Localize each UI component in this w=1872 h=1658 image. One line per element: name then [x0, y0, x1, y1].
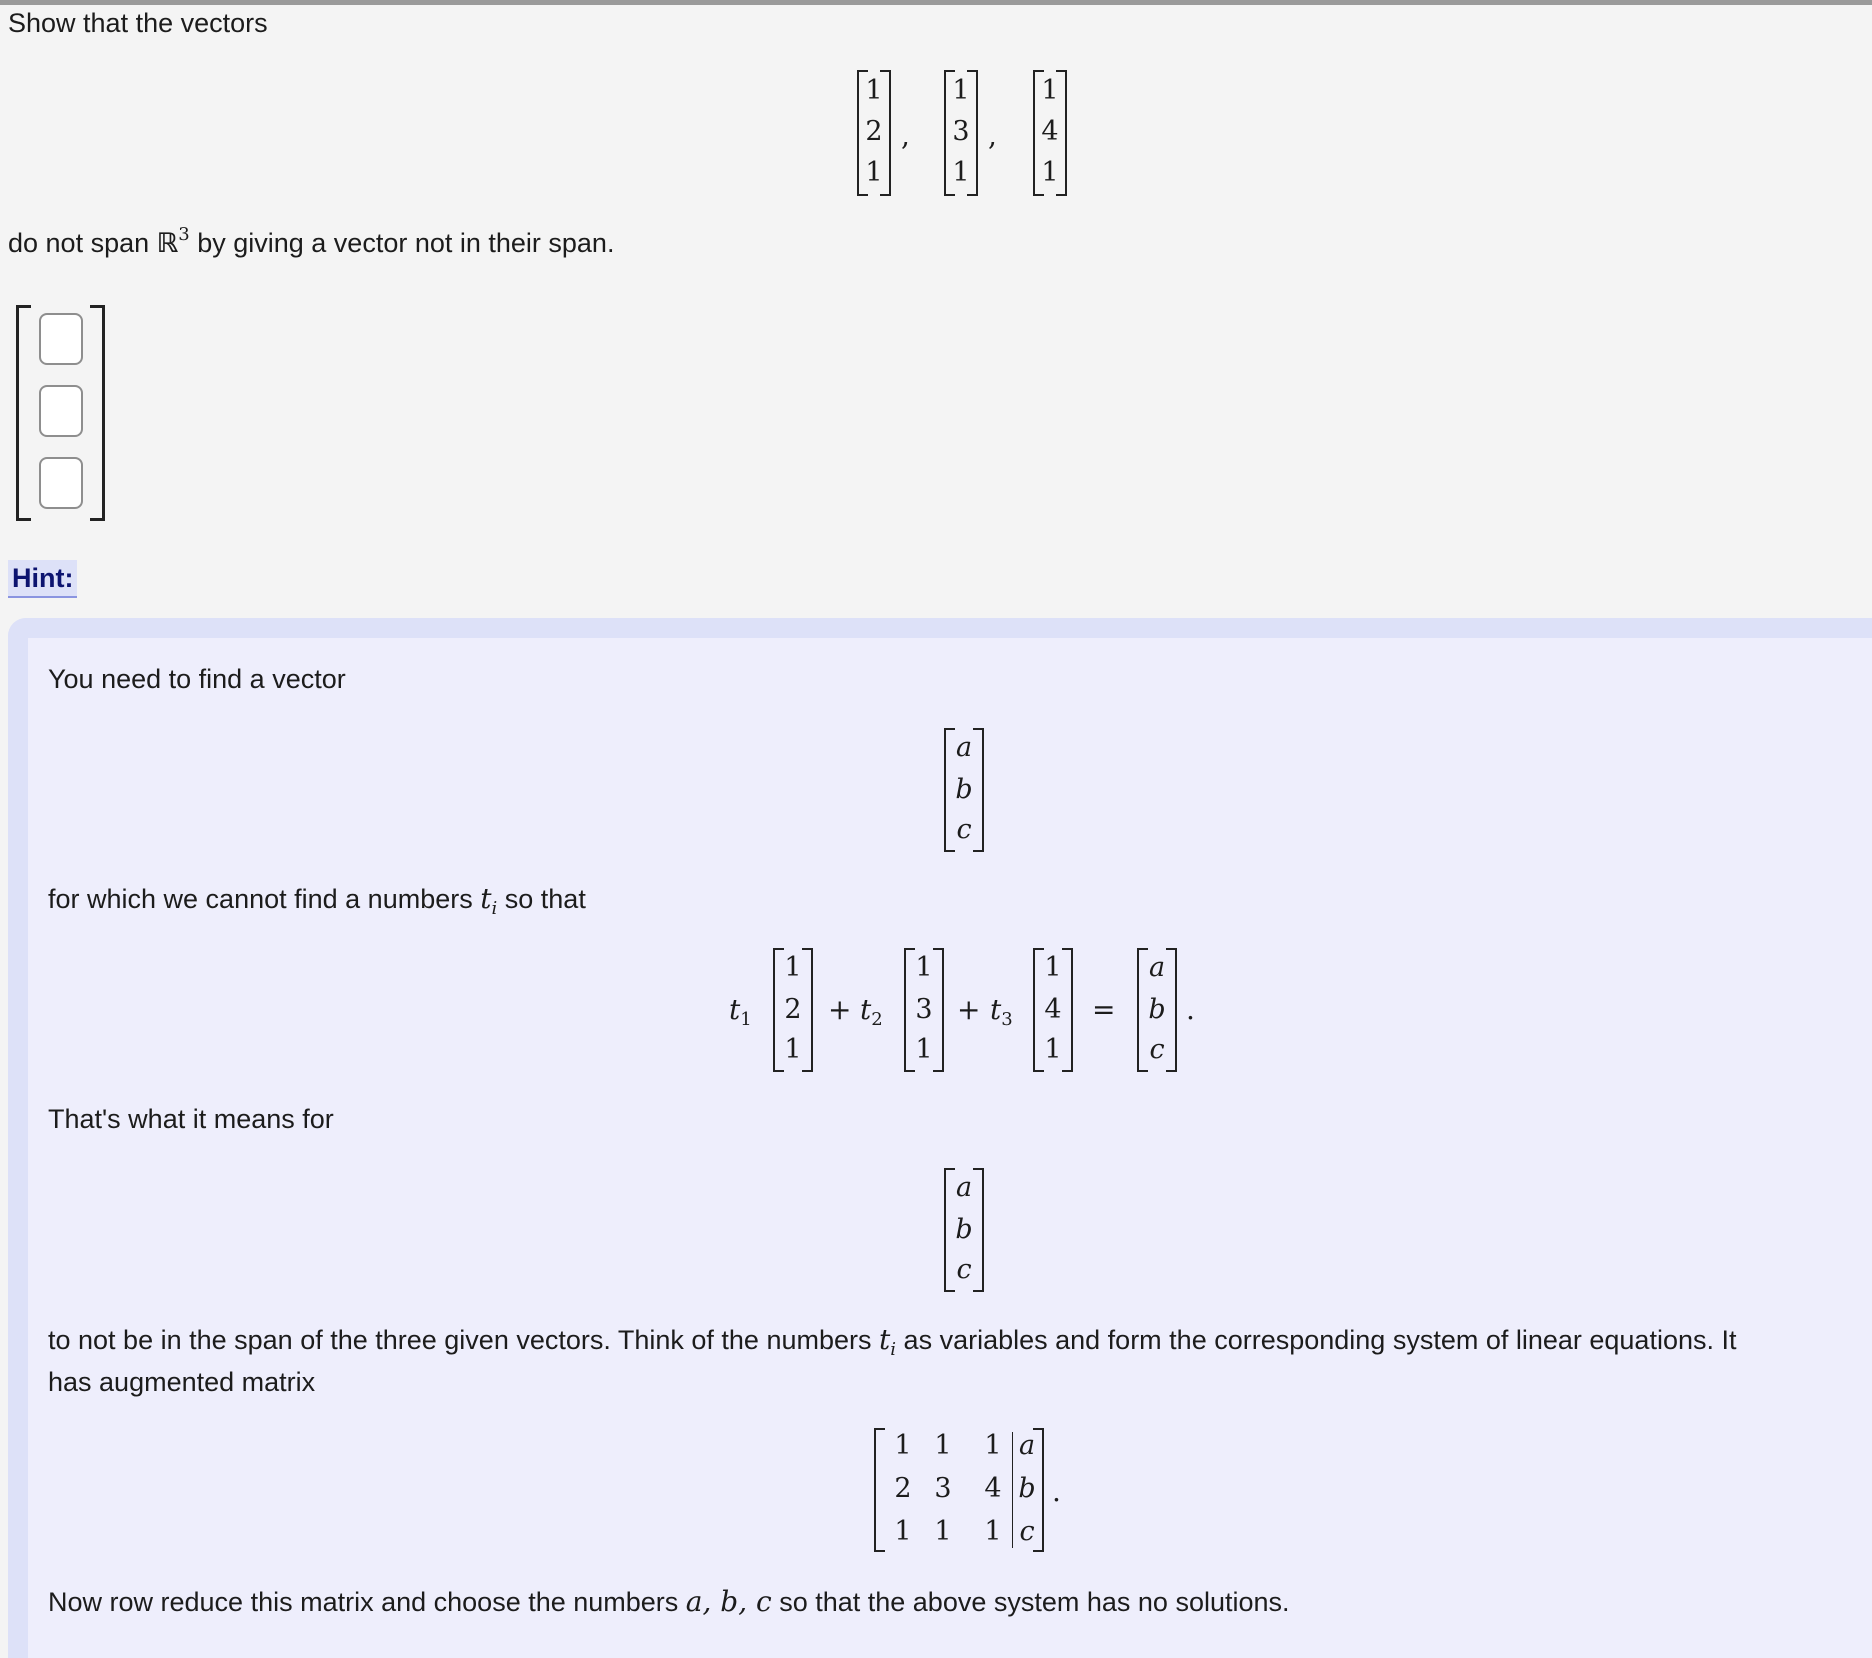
vector-entry: a	[1148, 952, 1166, 983]
vector-entry: 4	[1044, 994, 1062, 1025]
coef-t3: $t_3$	[990, 993, 1013, 1030]
answer-entry-3[interactable]	[39, 457, 83, 509]
vector-entry: 1	[1044, 952, 1062, 983]
vector-entry: 1	[1041, 157, 1059, 188]
hint-paragraph-5	[48, 1583, 1290, 1621]
p2-pre: for which we cannot find a numbers	[48, 884, 481, 914]
vector-entry: 1	[1041, 75, 1059, 106]
statement-pre: do not span	[8, 228, 157, 258]
vector-entry: 1	[915, 952, 933, 983]
matrix-period: .	[1052, 1475, 1061, 1508]
vector-entry: b	[955, 1214, 973, 1245]
vector-entry: 1	[784, 952, 802, 983]
top-divider	[0, 0, 1872, 5]
matrix-entry: 1	[934, 1430, 952, 1461]
vector-entry: c	[956, 814, 972, 845]
eq-vector-3	[1033, 948, 1073, 1072]
p4-sub: i	[890, 1339, 897, 1360]
eq-vector-2	[904, 948, 944, 1072]
vector-entry: c	[1149, 1034, 1165, 1065]
matrix-entry: a	[1018, 1430, 1036, 1461]
answer-entry-1[interactable]	[39, 313, 83, 365]
matrix-entry: 4	[984, 1473, 1002, 1504]
vector-entry: 2	[784, 994, 802, 1025]
vector-entry: 1	[952, 75, 970, 106]
hint-paragraph-4	[48, 1321, 1737, 1359]
problem-intro: Show that the vectors	[8, 8, 268, 38]
p5-pre: Now row reduce this matrix and choose the numbers	[48, 1587, 686, 1617]
matrix-entry: 3	[934, 1473, 952, 1504]
vector-entry: a	[955, 732, 973, 763]
eq-abc-vector	[1137, 948, 1177, 1072]
given-vector-1	[857, 70, 891, 196]
answer-entry-2[interactable]	[39, 385, 83, 437]
hint-paragraph-2	[48, 880, 586, 918]
p4-pre: to not be in the span of the three given vectors. Think of the numbers	[48, 1325, 880, 1355]
hint-paragraph-4-line-2: has augmented matrix	[48, 1367, 316, 1397]
matrix-entry: 1	[894, 1430, 912, 1461]
eq-vector-1	[773, 948, 813, 1072]
vector-separator: ,	[901, 119, 910, 152]
augment-divider	[1012, 1432, 1013, 1548]
given-vector-3	[1033, 70, 1067, 196]
vector-entry: 4	[1041, 116, 1059, 147]
matrix-entry: 2	[894, 1473, 912, 1504]
p2-var: t	[480, 882, 492, 915]
hint-toggle[interactable]: Hint:	[8, 560, 77, 598]
vector-entry: b	[1148, 994, 1166, 1025]
vector-entry: 1	[1044, 1034, 1062, 1065]
vector-entry: 1	[952, 157, 970, 188]
vector-entry: 1	[865, 157, 883, 188]
vector-separator: ,	[988, 119, 997, 152]
vector-entry: b	[955, 774, 973, 805]
coef-t2: $t_2$	[860, 993, 883, 1030]
equation-period: .	[1186, 993, 1195, 1026]
vector-entry: 1	[784, 1034, 802, 1065]
coef-t1: $t_1$	[729, 993, 752, 1030]
p2-post: so that	[497, 884, 586, 914]
vector-entry: a	[955, 1172, 973, 1203]
hint-paragraph-1: You need to find a vector	[48, 664, 346, 694]
abc-vector	[944, 1168, 984, 1292]
given-vector-2	[944, 70, 978, 196]
matrix-entry: c	[1019, 1516, 1035, 1547]
p4-post: as variables and form the corresponding system of linear equations. It	[896, 1325, 1737, 1355]
plus-sign: +	[828, 993, 852, 1026]
matrix-entry: 1	[894, 1516, 912, 1547]
p5-post: so that the above system has no solutions.	[771, 1587, 1290, 1617]
statement-post: by giving a vector not in their span.	[189, 228, 615, 258]
p2-sub: i	[491, 898, 498, 919]
vector-entry: 2	[865, 116, 883, 147]
augmented-matrix	[874, 1428, 1044, 1552]
vector-entry: 3	[952, 116, 970, 147]
answer-vector	[16, 305, 105, 521]
equals-sign: =	[1092, 993, 1116, 1026]
matrix-entry: b	[1018, 1473, 1036, 1504]
hint-paragraph-3: That's what it means for	[48, 1104, 334, 1134]
real-space-symbol: ℝ	[156, 228, 179, 259]
vector-entry: 1	[865, 75, 883, 106]
p5-vars: a, b, c	[685, 1585, 772, 1618]
matrix-entry: 1	[984, 1430, 1002, 1461]
p4-var: t	[879, 1323, 891, 1356]
vector-entry: c	[956, 1254, 972, 1285]
problem-statement	[8, 224, 614, 263]
space-exponent: 3	[178, 224, 190, 245]
abc-vector	[944, 728, 984, 852]
plus-sign: +	[957, 993, 981, 1026]
matrix-entry: 1	[934, 1516, 952, 1547]
vector-entry: 1	[915, 1034, 933, 1065]
vector-entry: 3	[915, 994, 933, 1025]
matrix-entry: 1	[984, 1516, 1002, 1547]
